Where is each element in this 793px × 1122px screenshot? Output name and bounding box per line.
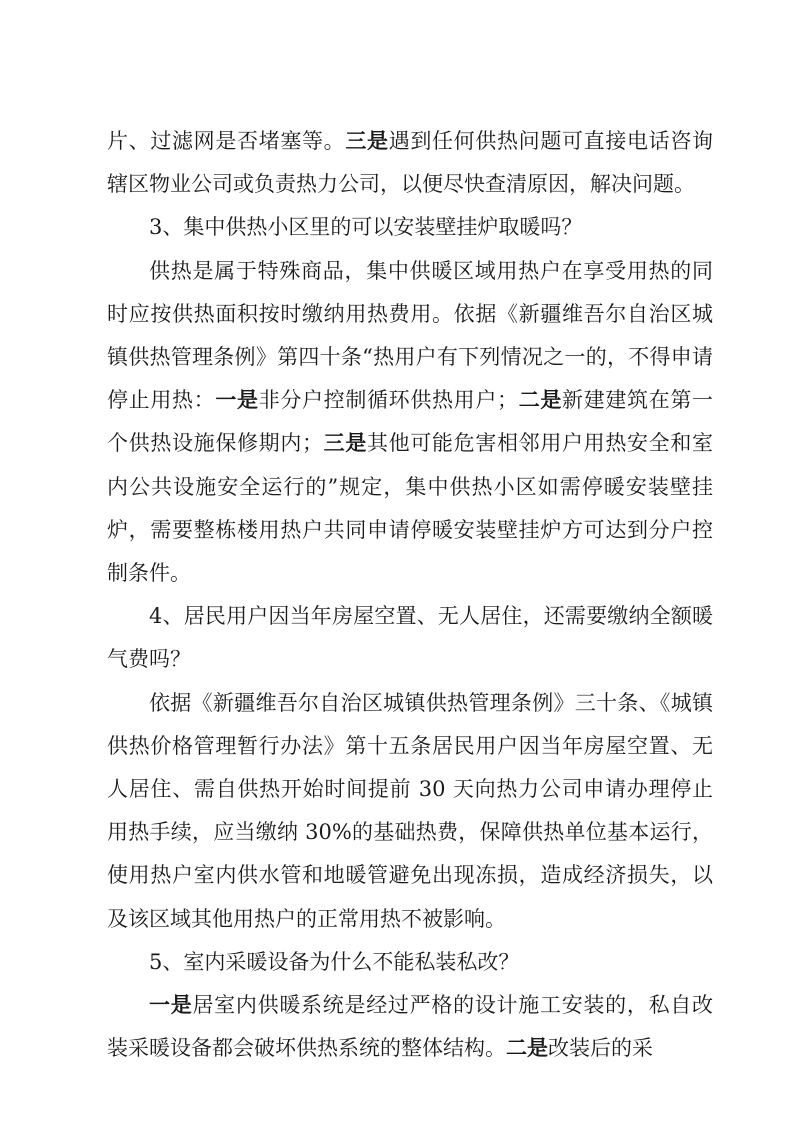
paragraph-no-modification <box>107 984 713 1070</box>
bold-marker-two: 二是 <box>506 1036 548 1061</box>
paragraph-wall-boiler <box>107 250 713 596</box>
bold-marker-one: 一是 <box>215 388 259 413</box>
text-run: 非分户控制循环供热用户； <box>258 388 519 413</box>
text-run: 片、过滤网是否堵塞等。 <box>107 129 346 153</box>
text-run: 居室内供暖系统是经过严格的设计施工安装的，私自改装采暖设备都会破坏供热系统的整体结构。 <box>107 993 714 1061</box>
text-run: 供热是属于特殊商品，集中供暖区域用热户在享受用热的同时应按供热面积按时缴纳用热费用。依据《新疆维吾尔自治区城镇供热管理条例》第四十条“热用户有下列情况之一的，不得申请停止用热： <box>107 258 713 413</box>
text-run: 遇到任何供热问题可直接电话咨询辖区物业公司或负责热力公司，以便尽快查清原因，解决问题。 <box>107 129 714 197</box>
document-body <box>107 120 713 1070</box>
text-run: 新建建筑在第一个供热设施保修期内； <box>107 388 714 456</box>
text-run: 其他可能危害相邻用户用热安全和室内公共设施安全运行的”规定，集中供热小区如需停暖安装壁挂炉，需要整栋楼用热户共同申请停暖安装壁挂炉方可达到分户控制条件。 <box>107 431 713 586</box>
text-run: 改装后的采 <box>548 1036 653 1061</box>
bold-marker-three: 三是 <box>345 129 389 153</box>
bold-marker-three: 三是 <box>323 431 367 456</box>
bold-marker-one: 一是 <box>149 993 193 1018</box>
question-heading-3: 3、集中供热小区里的可以安装壁挂炉取暖吗？ <box>149 215 583 240</box>
bold-marker-two: 二是 <box>518 388 563 413</box>
paragraph-filter-check <box>107 120 713 206</box>
question-heading-5: 5、室内采暖设备为什么不能私装私改？ <box>149 949 520 974</box>
paragraph-vacant-housing: 依据《新疆维吾尔自治区城镇供热管理条例》三十条、《城镇供热价格管理暂行办法》第十五条居民用户因当年房屋空置、无人居住、需自供热开始时间提前 30 天向热力公司申请办理停止用热手续，应当缴纳 30%的基础热费，保障供热单位基本运行，使用热户室内供水管和地暖管避免出现冻损，造成经济损失，以及该区域其他用热户的正常用热不被影响。 <box>107 690 713 931</box>
question-heading-4: 4、居民用户因当年房屋空置、无人居住，还需要缴纳全额暖气费吗？ <box>107 604 713 672</box>
